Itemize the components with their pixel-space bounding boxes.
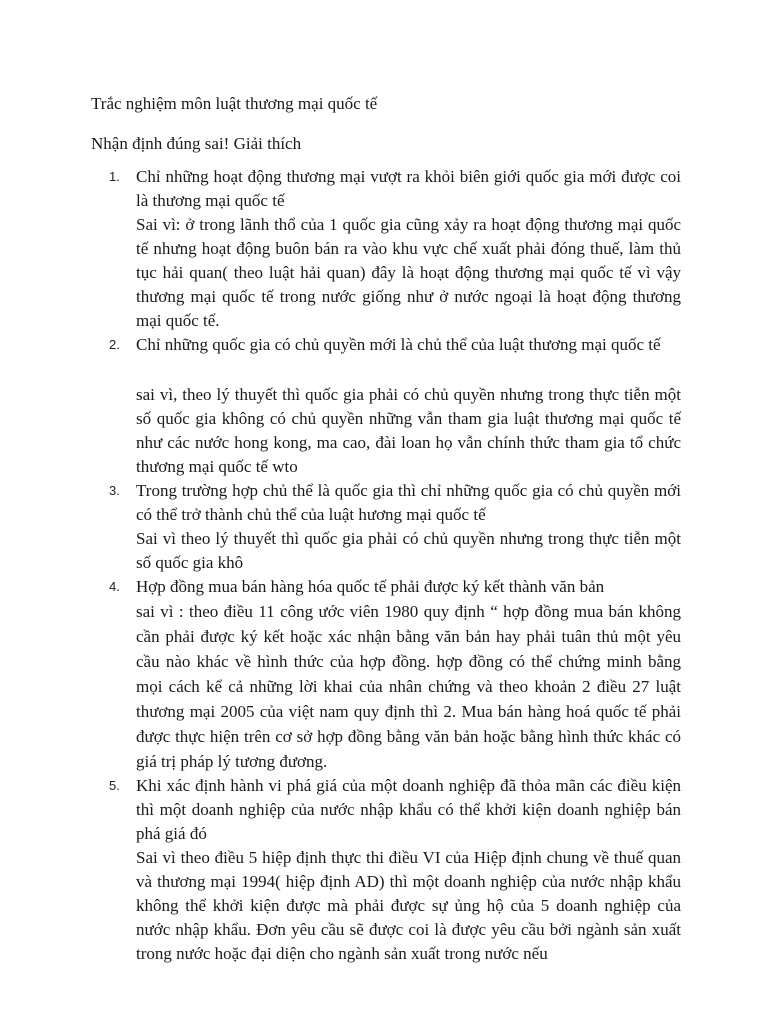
item-question: Hợp đồng mua bán hàng hóa quốc tế phải được ký kết thành văn bản (136, 577, 605, 596)
list-item (109, 165, 681, 333)
item-number: 1. (109, 169, 120, 184)
item-number: 4. (109, 579, 120, 594)
item-question: Khi xác định hành vi phá giá của một doanh nghiệp đã thỏa mãn các điều kiện thì một doanh nghiệp của nước nhập khẩu có thể khởi kiện doanh nghiệp bán phá giá đó (136, 776, 681, 843)
item-number: 2. (109, 337, 120, 352)
item-answer: Sai vì theo điều 5 hiệp định thực thi điều VI của Hiệp định chung về thuế quan và thương mại 1994( hiệp định AD) thì một doanh nghiệp của nước nhập khẩu không thể khởi kiện được mà phải được sự ủng hộ của 5 doanh nghiệp của nước nhập khẩu. Đơn yêu cầu sẽ được coi là được yêu cầu bởi ngành sản xuất trong nước hoặc đại diện cho ngành sản xuất trong nước nếu (136, 848, 681, 963)
document-subtitle: Nhận định đúng sai! Giải thích (91, 134, 302, 153)
item-number: 5. (109, 778, 120, 793)
list-item (109, 479, 681, 575)
question-list (0, 165, 768, 966)
item-question: Trong trường hợp chủ thể là quốc gia thì chỉ những quốc gia có chủ quyền mới có thể trở thành chủ thể của luật hương mại quốc tế (136, 481, 681, 524)
item-answer: Sai vì: ở trong lãnh thổ của 1 quốc gia cũng xảy ra hoạt động thương mại quốc tế nhưng hoạt động buôn bán ra vào khu vực chế xuất phải đóng thuế, làm thủ tục hải quan( theo luật hải quan) đây là hoạt động thương mại quốc tế vì vậy thương mại quốc tế trong nước giống như ở nước ngoại là hoạt động thương mại quốc tế. (136, 215, 681, 330)
list-item (109, 575, 681, 774)
item-number: 3. (109, 483, 120, 498)
list-item (109, 774, 681, 966)
item-answer: sai vì, theo lý thuyết thì quốc gia phải có chủ quyền nhưng trong thực tiễn một số quốc gia không có chủ quyền những vẫn tham gia luật thương mại quốc tế như các nước hong kong, ma cao, đài loan họ vẫn chính thức tham gia tổ chức thương mại quốc tế wto (136, 385, 681, 476)
document-title: Trắc nghiệm môn luật thương mại quốc tế (91, 94, 378, 113)
list-item (109, 333, 681, 479)
item-question: Chỉ những quốc gia có chủ quyền mới là chủ thể của luật thương mại quốc tế (136, 335, 661, 354)
item-answer: Sai vì theo lý thuyết thì quốc gia phải có chủ quyền nhưng trong thực tiễn một số quốc gia khô (136, 529, 681, 572)
item-answer: sai vì : theo điều 11 công ước viên 1980 quy định “ hợp đồng mua bán không cần phải được ký kết hoặc xác nhận bằng văn bản hay phải tuân thủ một yêu cầu nào khác về hình thức của hợp đồng. hợp đồng có thể chứng minh bằng mọi cách kể cả những lời khai của nhân chứng và theo khoản 2 điều 27 luật thương mại 2005 của việt nam quy định thì 2. Mua bán hàng hoá quốc tế phải được thực hiện trên cơ sở hợp đồng bằng văn bản hoặc bằng hình thức khác có giá trị pháp lý tương đương. (136, 602, 681, 771)
item-question: Chỉ những hoạt động thương mại vượt ra khỏi biên giới quốc gia mới được coi là thương mại quốc tế (136, 167, 681, 210)
